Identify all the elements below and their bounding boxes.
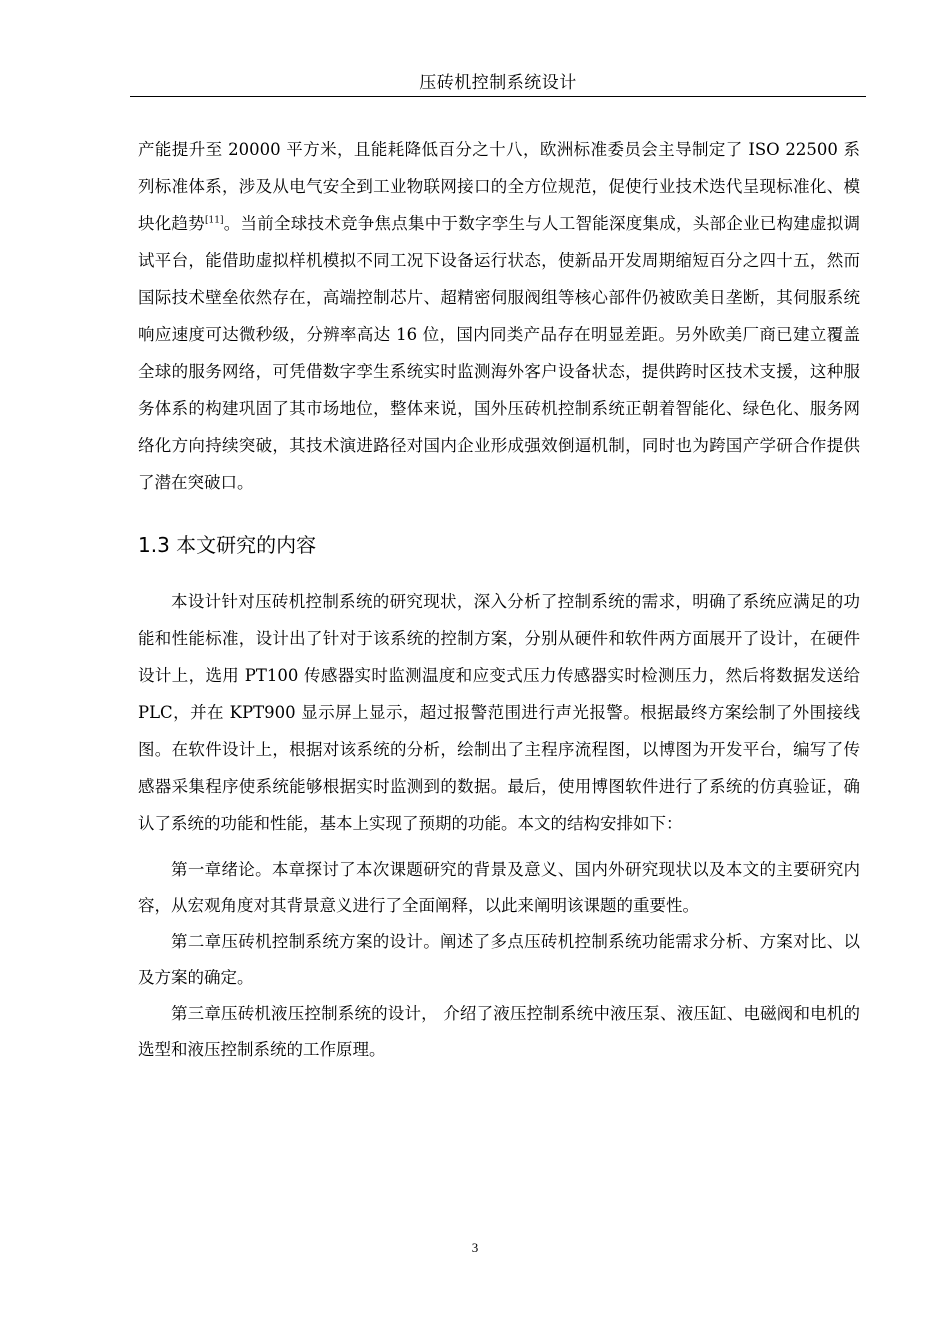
intro-paragraph — [138, 131, 860, 501]
chapter-two-summary: 第二章压砖机控制系统方案的设计。阐述了多点压砖机控制系统功能需求分析、方案对比、以及方案的确定。 — [138, 932, 860, 987]
intro-text-after-citation: 。当前全球技术竞争焦点集中于数字孪生与人工智能深度集成，头部企业已构建虚拟调试平台，能借助虚拟样机模拟不同工况下设备运行状态，使新品开发周期缩短百分之四十五，然而国际技术壁垒依然存在，高端控制芯片、超精密伺服阀组等核心部件仍被欧美日垄断，其伺服系统响应速度可达微秒级，分辨率高达 16 位，国内同类产品存在明显差距。另外欧美厂商已建立覆盖全球的服务网络，可凭借数字孪生系统实时监测海外客户设备状态，提供跨时区技术支援，这种服务体系的构建巩固了其市场地位，整体来说，国外压砖机控制系统正朝着智能化、绿色化、服务网络化方向持续突破，其技术演进路径对国内企业形成强效倒逼机制，同时也为跨国产学研合作提供了潜在突破口。 — [138, 214, 861, 492]
page-body — [138, 131, 860, 1068]
page-number: 3 — [471, 1240, 479, 1255]
chapter-three-summary: 第三章压砖机液压控制系统的设计， 介绍了液压控制系统中液压泵、液压缸、电磁阀和电机的选型和液压控制系统的工作原理。 — [138, 1004, 860, 1059]
chapter-one-summary: 第一章绪论。本章探讨了本次课题研究的背景及意义、国内外研究现状以及本文的主要研究内容，从宏观角度对其背景意义进行了全面阐释，以此来阐明该课题的重要性。 — [138, 860, 860, 915]
header-divider — [130, 96, 866, 97]
citation-reference: [11] — [205, 215, 224, 226]
section-heading: 1.3 本文研究的内容 — [138, 533, 317, 557]
running-header: 压砖机控制系统设计 — [419, 73, 577, 93]
intro-text-before-citation: 产能提升至 20000 平方米，且能耗降低百分之十八，欧洲标准委员会主导制定了 ISO 22500 系列标准体系，涉及从电气安全到工业物联网接口的全方位规范，促使行业技术迭代呈现标准化、模块化趋势 — [138, 140, 860, 233]
paragraph-spacer — [138, 842, 860, 852]
research-content-paragraph: 本设计针对压砖机控制系统的研究现状，深入分析了控制系统的需求，明确了系统应满足的功能和性能标准，设计出了针对于该系统的控制方案，分别从硬件和软件两方面展开了设计，在硬件设计上，选用 PT100 传感器实时监测温度和应变式压力传感器实时检测压力，然后将数据发送给 PLC，并在 KPT900 显示屏上显示，超过报警范围进行声光报警。根据最终方案绘制了外围接线图。在软件设计上，根据对该系统的分析，绘制出了主程序流程图，以博图为开发平台，编写了传感器采集程序使系统能够根据实时监测到的数据。最后，使用博图软件进行了系统的仿真验证，确认了系统的功能和性能，基本上实现了预期的功能。本文的结构安排如下： — [138, 592, 860, 833]
